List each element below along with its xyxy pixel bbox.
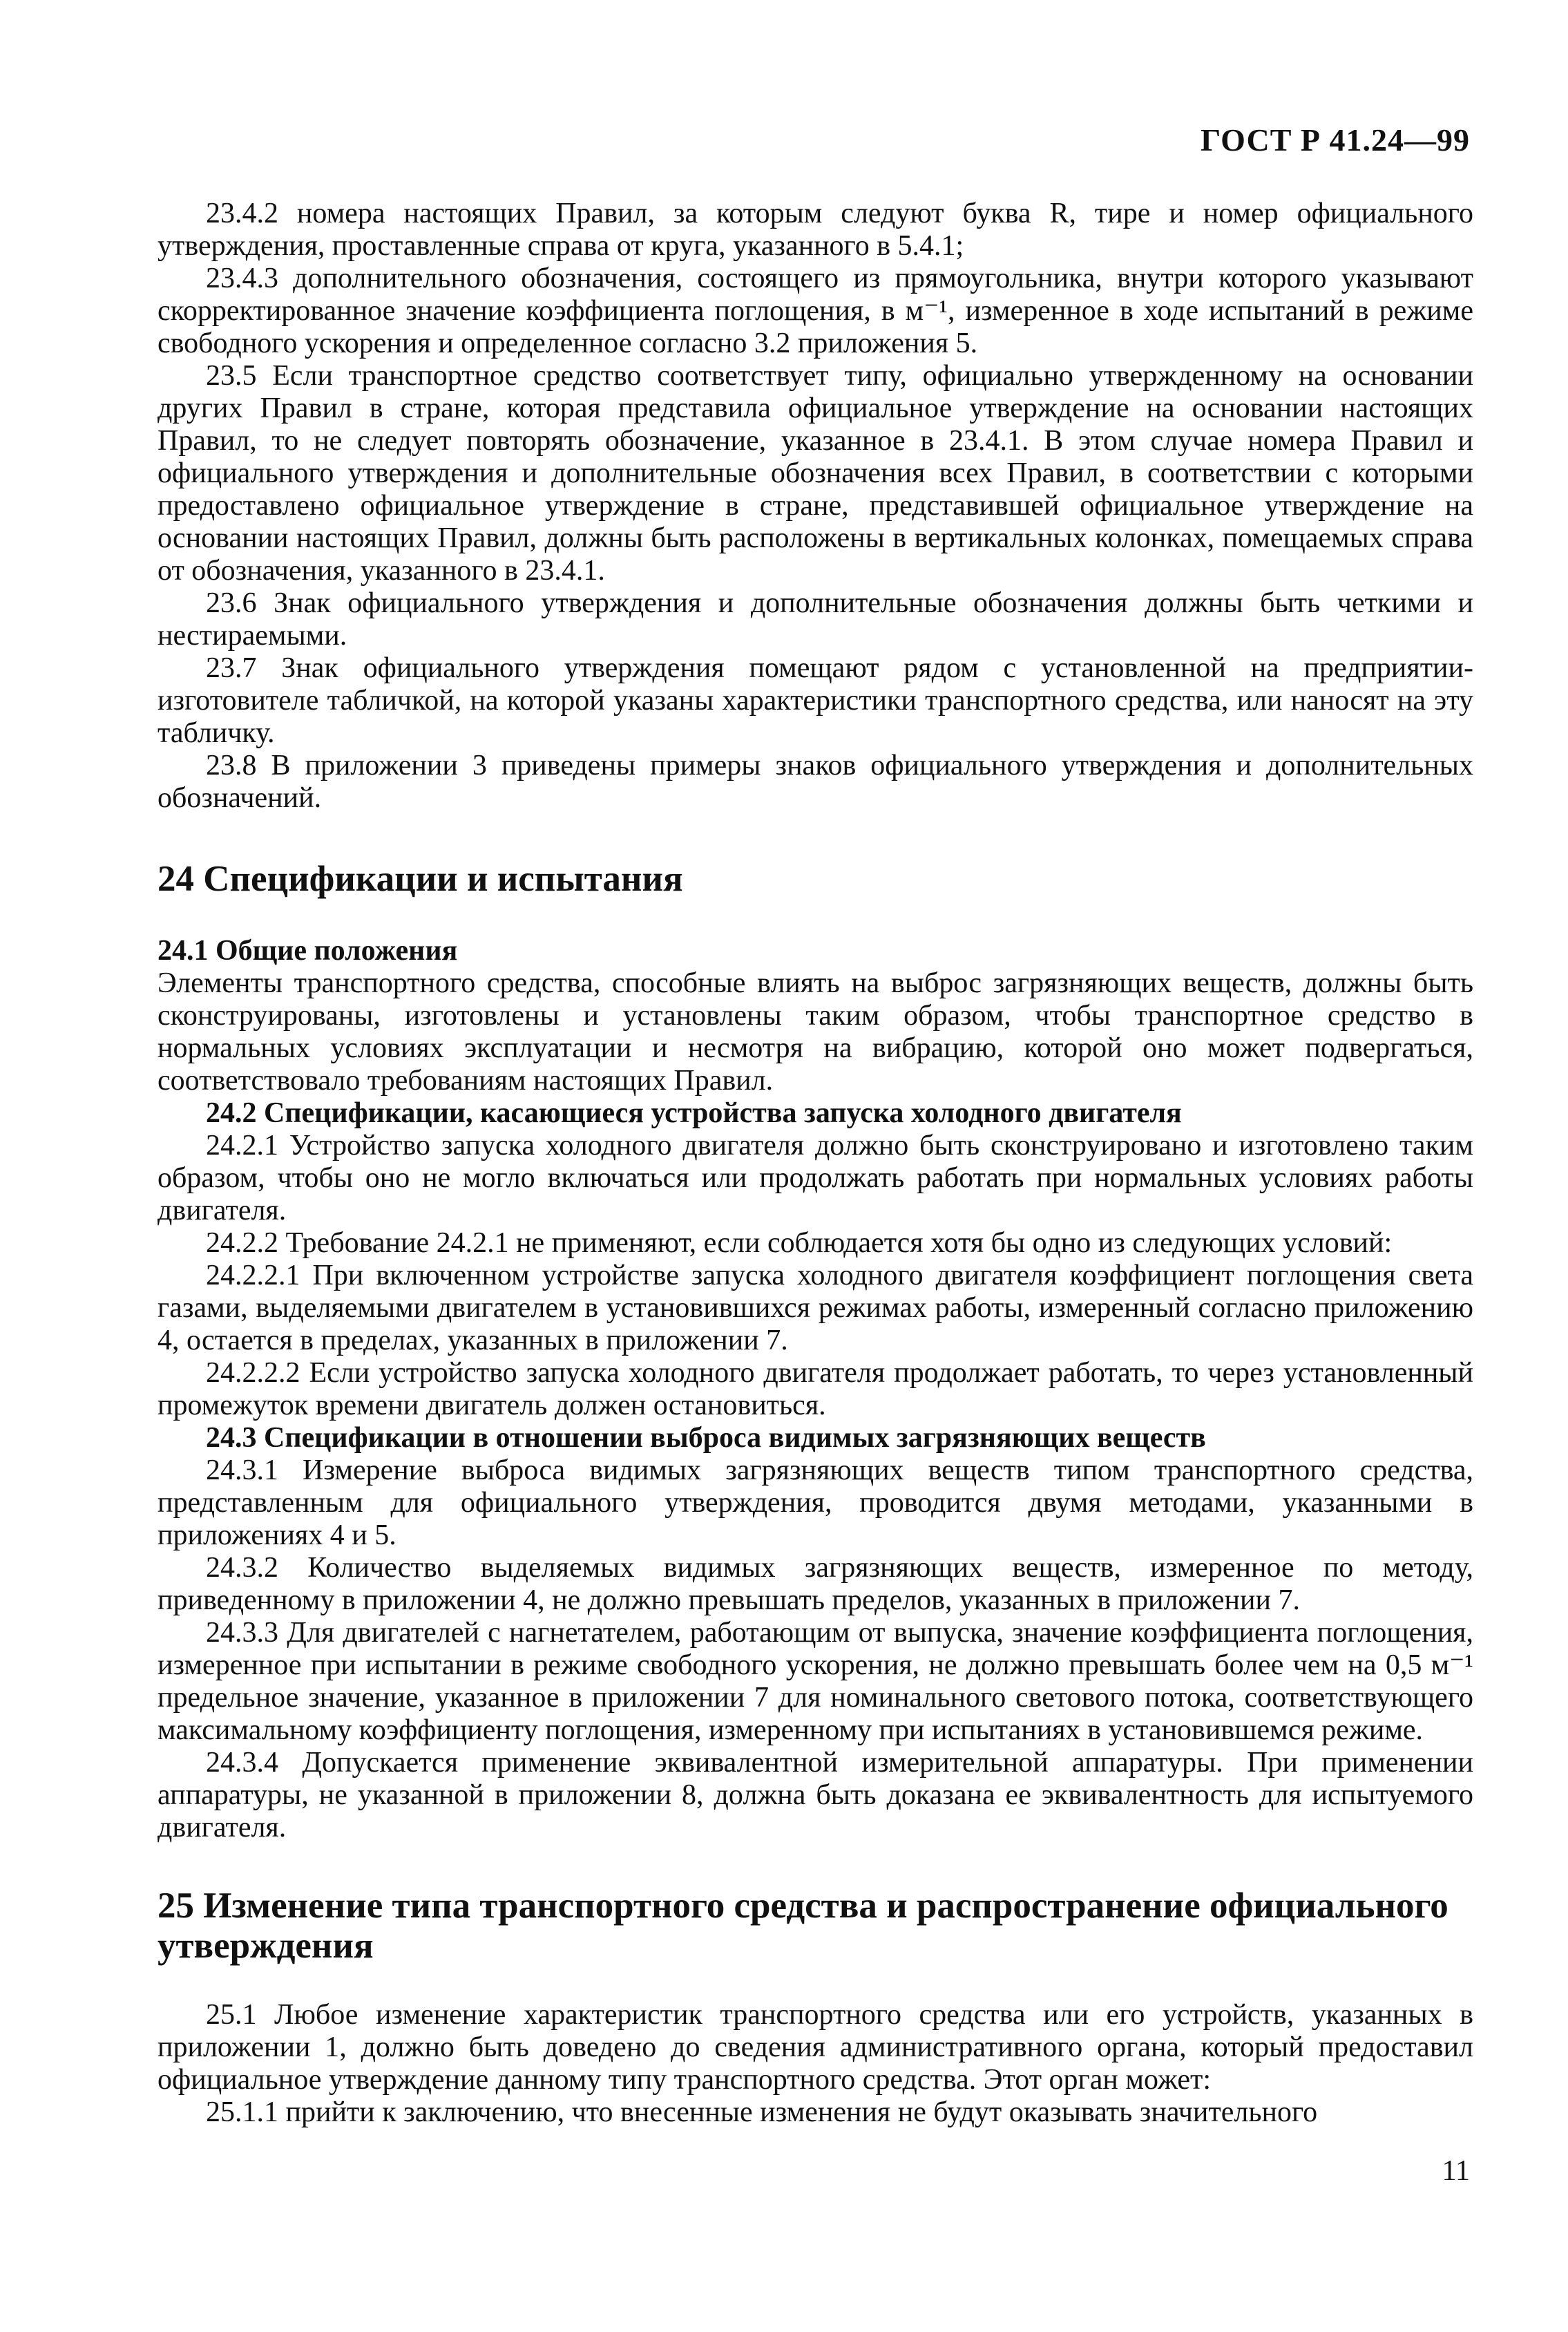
- document-body: [157, 198, 1473, 2129]
- paragraph-23-4-2: 23.4.2 номера настоящих Правил, за которым следуют буква R, тире и номер официального утверждения, проставленные справа от круга, указанного в 5.4.1;: [157, 198, 1473, 262]
- paragraph-23-6: 23.6 Знак официального утверждения и дополнительные обозначения должны быть четкими и нестираемыми.: [157, 587, 1473, 652]
- paragraph-24-3-2: 24.3.2 Количество выделяемых видимых загрязняющих веществ, измеренное по методу, приведенному в приложении 4, не должно превышать пределов, указанных в приложении 7.: [157, 1552, 1473, 1616]
- standard-code-header: ГОСТ Р 41.24—99: [1201, 122, 1470, 158]
- paragraph-24-2-1: 24.2.1 Устройство запуска холодного двигателя должно быть сконструировано и изготовлено таким образом, чтобы оно не могло включаться или продолжать работать при нормальных условиях работы двигателя.: [157, 1130, 1473, 1226]
- paragraph-25-1: 25.1 Любое изменение характеристик транспортного средства или его устройств, указанных в приложении 1, должно быть доведено до сведения административного органа, который предоставил официальное утверждение данному типу транспортного средства. Этот орган может:: [157, 1999, 1473, 2096]
- paragraph-23-5: 23.5 Если транспортное средство соответствует типу, официально утвержденному на основании других Правил в стране, которая представила официальное утверждение на основании настоящих Правил, то не следует повторять обозначение, указанное в 23.4.1. В этом случае номера Правил и официального утверждения и дополнительные обозначения всех Правил, в соответствии с которыми предоставлено официальное утверждение в стране, представившей официальное утверждение на основании настоящих Правил, должны быть расположены в вертикальных колонках, помещаемых справа от обозначения, указанного в 23.4.1.: [157, 360, 1473, 587]
- section-25-heading: 25 Изменение типа транспортного средства и распространение официального утверждения: [157, 1886, 1449, 1966]
- subsection-24-1-heading: 24.1 Общие положения: [157, 935, 458, 967]
- subsection-24-2-heading: 24.2 Спецификации, касающиеся устройства запуска холодного двигателя: [206, 1097, 1182, 1129]
- paragraph-24-3-4: 24.3.4 Допускается применение эквивалентной измерительной аппаратуры. При применении аппаратуры, не указанной в приложении 8, должна быть доказана ее эквивалентность для испытуемого двигателя.: [157, 1747, 1473, 1843]
- paragraph-23-8: 23.8 В приложении 3 приведены примеры знаков официального утверждения и дополнительных обозначений.: [157, 750, 1473, 814]
- page-number: 11: [1442, 2155, 1470, 2187]
- paragraph-25-1-1: 25.1.1 прийти к заключению, что внесенные изменения не будут оказывать значительного: [206, 2096, 1318, 2128]
- paragraph-24-2-2: 24.2.2 Требование 24.2.1 не применяют, если соблюдается хотя бы одно из следующих условий:: [206, 1227, 1393, 1259]
- paragraph-24-3-3: 24.3.3 Для двигателей с нагнетателем, работающим от выпуска, значение коэффициента поглощения, измеренное при испытании в режиме свободного ускорения, не должно превышать более чем на 0,5 м⁻¹ предельное значение, указанное в приложении 7 для номинального светового потока, соответствующего максимальному коэффициенту поглощения, измеренному при испытаниях в установившемся режиме.: [157, 1617, 1473, 1746]
- paragraph-23-4-3: 23.4.3 дополнительного обозначения, состоящего из прямоугольника, внутри которого указывают скорректированное значение коэффициента поглощения, в м⁻¹, измеренное в ходе испытаний в режиме свободного ускорения и определенное согласно 3.2 приложения 5.: [157, 263, 1473, 359]
- paragraph-23-7: 23.7 Знак официального утверждения помещают рядом с установленной на предприятии-изготовителе табличкой, на которой указаны характеристики транспортного средства, или наносят на эту табличку.: [157, 652, 1473, 749]
- paragraph-24-1: Элементы транспортного средства, способные влиять на выброс загрязняющих веществ, должны быть сконструированы, изготовлены и установлены таким образом, чтобы транспортное средство в нормальных условиях эксплуатации и несмотря на вибрацию, которой оно может подвергаться, соответствовало требованиям настоящих Правил.: [157, 967, 1473, 1097]
- paragraph-24-2-2-1: 24.2.2.1 При включенном устройстве запуска холодного двигателя коэффициент поглощения света газами, выделяемыми двигателем в установившихся режимах работы, измеренный согласно приложению 4, остается в пределах, указанных в приложении 7.: [157, 1260, 1473, 1356]
- paragraph-24-2-2-2: 24.2.2.2 Если устройство запуска холодного двигателя продолжает работать, то через установленный промежуток времени двигатель должен остановиться.: [157, 1357, 1473, 1421]
- paragraph-24-3-1: 24.3.1 Измерение выброса видимых загрязняющих веществ типом транспортного средства, представленным для официального утверждения, проводится двумя методами, указанными в приложениях 4 и 5.: [157, 1454, 1473, 1551]
- subsection-24-3-heading: 24.3 Спецификации в отношении выброса видимых загрязняющих веществ: [206, 1422, 1206, 1454]
- section-24-heading: 24 Спецификации и испытания: [157, 859, 683, 899]
